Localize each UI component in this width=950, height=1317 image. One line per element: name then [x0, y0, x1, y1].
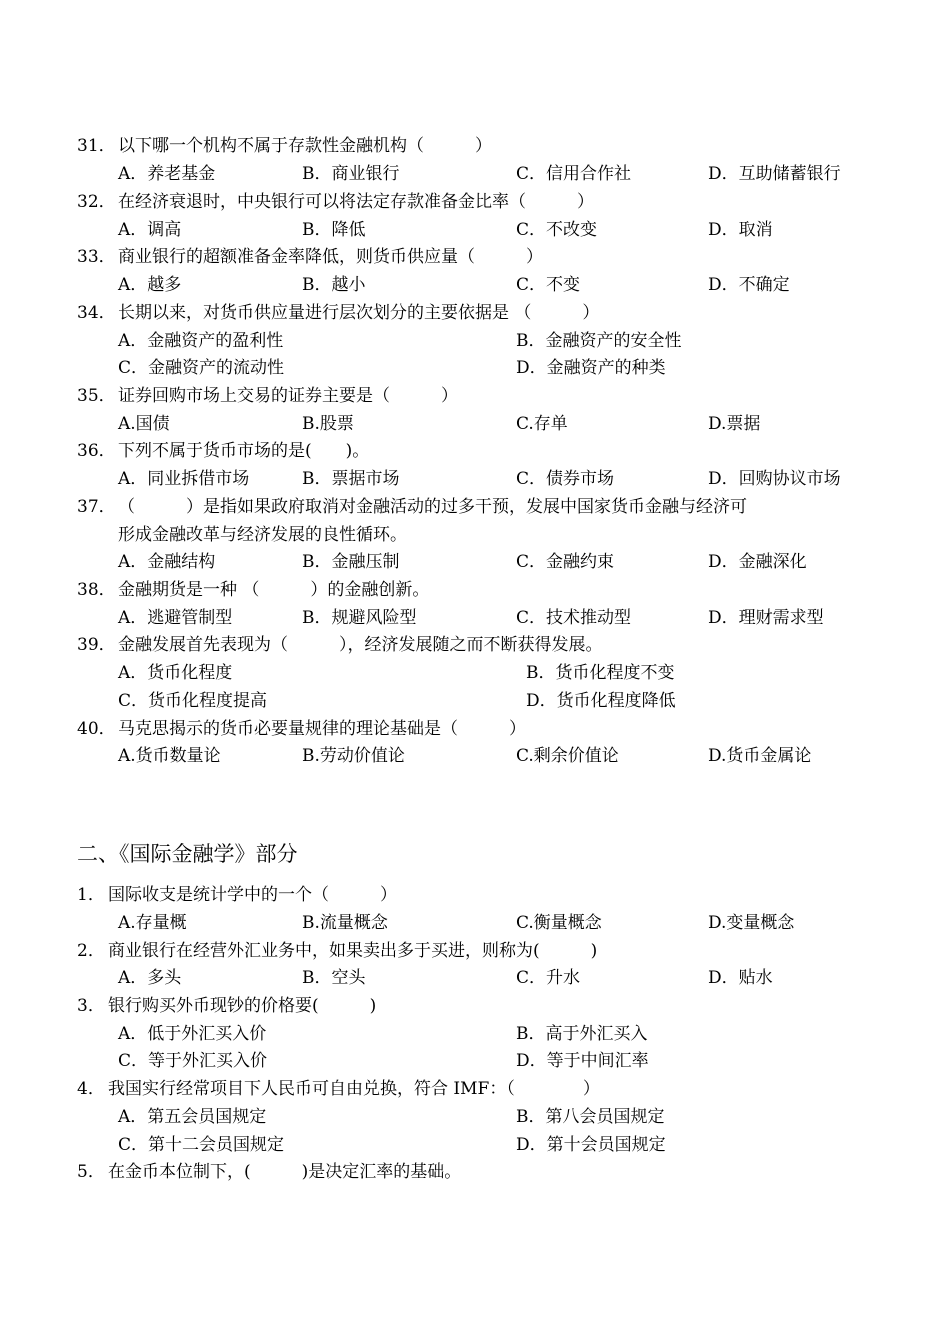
option-d: D．回购协议市场 — [708, 469, 841, 489]
option-b: B．规避风险型 — [302, 608, 417, 628]
question-text: 证券回购市场上交易的证券主要是（ ） — [118, 386, 458, 406]
option-c: C．第十二会员国规定 — [118, 1135, 285, 1155]
option-a: A．越多 — [118, 275, 182, 295]
question-34-options-row1 — [0, 327, 950, 355]
option-a: A．低于外汇买入价 — [118, 1024, 267, 1044]
question-31-options — [0, 160, 950, 188]
question-text: 我国实行经常项目下人民币可自由兑换，符合 IMF：（ ） — [108, 1079, 600, 1099]
question-number: 33． — [77, 247, 116, 267]
option-a: A．调高 — [118, 220, 182, 240]
question-text: 以下哪一个机构不属于存款性金融机构（ ） — [118, 136, 492, 156]
question-number: 36． — [77, 441, 116, 461]
question-35 — [0, 382, 950, 410]
question-text: （ ）是指如果政府取消对金融活动的过多干预，发展中国家货币金融与经济可 — [118, 497, 747, 517]
question-text: 金融期货是一种 （ ）的金融创新。 — [118, 580, 430, 600]
question-text: 商业银行在经营外汇业务中，如果卖出多于买进，则称为( ) — [108, 941, 598, 961]
question-32 — [0, 188, 950, 216]
question-32-options — [0, 216, 950, 244]
question-40-options — [0, 742, 950, 770]
part2-question-4-options-row1 — [0, 1103, 950, 1131]
question-number: 32． — [77, 192, 116, 212]
option-d: D.货币金属论 — [708, 746, 812, 766]
option-a: A.国债 — [118, 414, 170, 434]
question-text-continued: 形成金融改革与经济发展的良性循环。 — [118, 525, 407, 545]
question-number: 5． — [77, 1162, 105, 1182]
question-text: 银行购买外币现钞的价格要( ) — [108, 996, 377, 1016]
option-d: D．理财需求型 — [708, 608, 824, 628]
option-c: C．等于外汇买入价 — [118, 1051, 268, 1071]
question-number: 37． — [77, 497, 116, 517]
question-number: 35． — [77, 386, 116, 406]
option-d: D.变量概念 — [708, 913, 795, 933]
option-c: C.衡量概念 — [516, 913, 602, 933]
question-text: 马克思揭示的货币必要量规律的理论基础是（ ） — [118, 719, 526, 739]
question-39-options-row1 — [0, 659, 950, 687]
part2-question-2 — [0, 937, 950, 965]
option-c: C．不变 — [516, 275, 581, 295]
question-34 — [0, 299, 950, 327]
option-a: A．同业拆借市场 — [118, 469, 250, 489]
option-c: C.存单 — [516, 414, 568, 434]
question-number: 38． — [77, 580, 116, 600]
option-d: D．互助储蓄银行 — [708, 164, 841, 184]
option-b: B．空头 — [302, 968, 366, 988]
question-number: 2． — [77, 941, 105, 961]
question-34-options-row2 — [0, 354, 950, 382]
question-35-options — [0, 410, 950, 438]
question-text: 在经济衰退时，中央银行可以将法定存款准备金比率（ ） — [118, 192, 594, 212]
option-b: B.劳动价值论 — [302, 746, 405, 766]
option-c: C．货币化程度提高 — [118, 691, 268, 711]
option-c: C．不改变 — [516, 220, 598, 240]
option-d: D．金融深化 — [708, 552, 807, 572]
option-c: C．债券市场 — [516, 469, 615, 489]
question-37-options — [0, 548, 950, 576]
part2-question-3 — [0, 992, 950, 1020]
option-d: D.票据 — [708, 414, 761, 434]
option-b: B.股票 — [302, 414, 354, 434]
option-a: A．货币化程度 — [118, 663, 233, 683]
option-d: D．第十会员国规定 — [516, 1135, 666, 1155]
question-31 — [0, 132, 950, 160]
section-title: 二、《国际金融学》部分 — [77, 842, 298, 866]
option-c: C．升水 — [516, 968, 581, 988]
question-number: 40． — [77, 719, 116, 739]
question-text: 金融发展首先表现为（ ），经济发展随之而不断获得发展。 — [118, 635, 603, 655]
question-39 — [0, 631, 950, 659]
option-c: C．金融约束 — [516, 552, 615, 572]
option-d: D．金融资产的种类 — [516, 358, 666, 378]
option-c: C．技术推动型 — [516, 608, 632, 628]
option-a: A．养老基金 — [118, 164, 216, 184]
question-number: 1． — [77, 885, 105, 905]
part2-question-5 — [0, 1158, 950, 1186]
option-b: B．票据市场 — [302, 469, 400, 489]
option-a: A．逃避管制型 — [118, 608, 233, 628]
question-text: 国际收支是统计学中的一个（ ） — [108, 885, 397, 905]
option-a: A.存量概 — [118, 913, 187, 933]
part2-question-3-options-row2 — [0, 1047, 950, 1075]
question-text: 下列不属于货币市场的是( )。 — [118, 441, 370, 461]
part2-question-4-options-row2 — [0, 1131, 950, 1159]
question-33-options — [0, 271, 950, 299]
question-text: 商业银行的超额准备金率降低，则货币供应量（ ） — [118, 247, 543, 267]
question-number: 39． — [77, 635, 116, 655]
question-38-options — [0, 604, 950, 632]
option-d: D．贴水 — [708, 968, 773, 988]
option-c: C．金融资产的流动性 — [118, 358, 285, 378]
option-a: A．第五会员国规定 — [118, 1107, 267, 1127]
question-36 — [0, 437, 950, 465]
question-number: 31． — [77, 136, 116, 156]
question-36-options — [0, 465, 950, 493]
option-c: C.剩余价值论 — [516, 746, 619, 766]
section-heading — [0, 839, 950, 869]
option-b: B．金融压制 — [302, 552, 400, 572]
part2-question-3-options-row1 — [0, 1020, 950, 1048]
question-text: 在金币本位制下，( )是决定汇率的基础。 — [108, 1162, 462, 1182]
question-37 — [0, 493, 950, 521]
option-d: D．不确定 — [708, 275, 790, 295]
question-40 — [0, 715, 950, 743]
part2-question-2-options — [0, 964, 950, 992]
option-a: A．多头 — [118, 968, 182, 988]
part2-question-4 — [0, 1075, 950, 1103]
option-a: A.货币数量论 — [118, 746, 221, 766]
option-c: C．信用合作社 — [516, 164, 632, 184]
question-39-options-row2 — [0, 687, 950, 715]
option-a: A．金融资产的盈利性 — [118, 331, 284, 351]
option-b: B．降低 — [302, 220, 366, 240]
option-b: B．高于外汇买入 — [516, 1024, 648, 1044]
option-d: D．货币化程度降低 — [526, 691, 676, 711]
option-b: B．商业银行 — [302, 164, 400, 184]
question-number: 4． — [77, 1079, 105, 1099]
option-b: B.流量概念 — [302, 913, 388, 933]
option-d: D．等于中间汇率 — [516, 1051, 649, 1071]
question-33 — [0, 243, 950, 271]
part2-question-1 — [0, 881, 950, 909]
option-b: B．第八会员国规定 — [516, 1107, 665, 1127]
question-number: 3． — [77, 996, 105, 1016]
question-37-continued — [0, 521, 950, 549]
option-a: A．金融结构 — [118, 552, 216, 572]
option-d: D．取消 — [708, 220, 773, 240]
part2-question-1-options — [0, 909, 950, 937]
question-number: 34． — [77, 303, 116, 323]
option-b: B．货币化程度不变 — [526, 663, 675, 683]
option-b: B．越小 — [302, 275, 366, 295]
question-text: 长期以来，对货币供应量进行层次划分的主要依据是 （ ） — [118, 303, 600, 323]
question-38 — [0, 576, 950, 604]
option-b: B．金融资产的安全性 — [516, 331, 682, 351]
